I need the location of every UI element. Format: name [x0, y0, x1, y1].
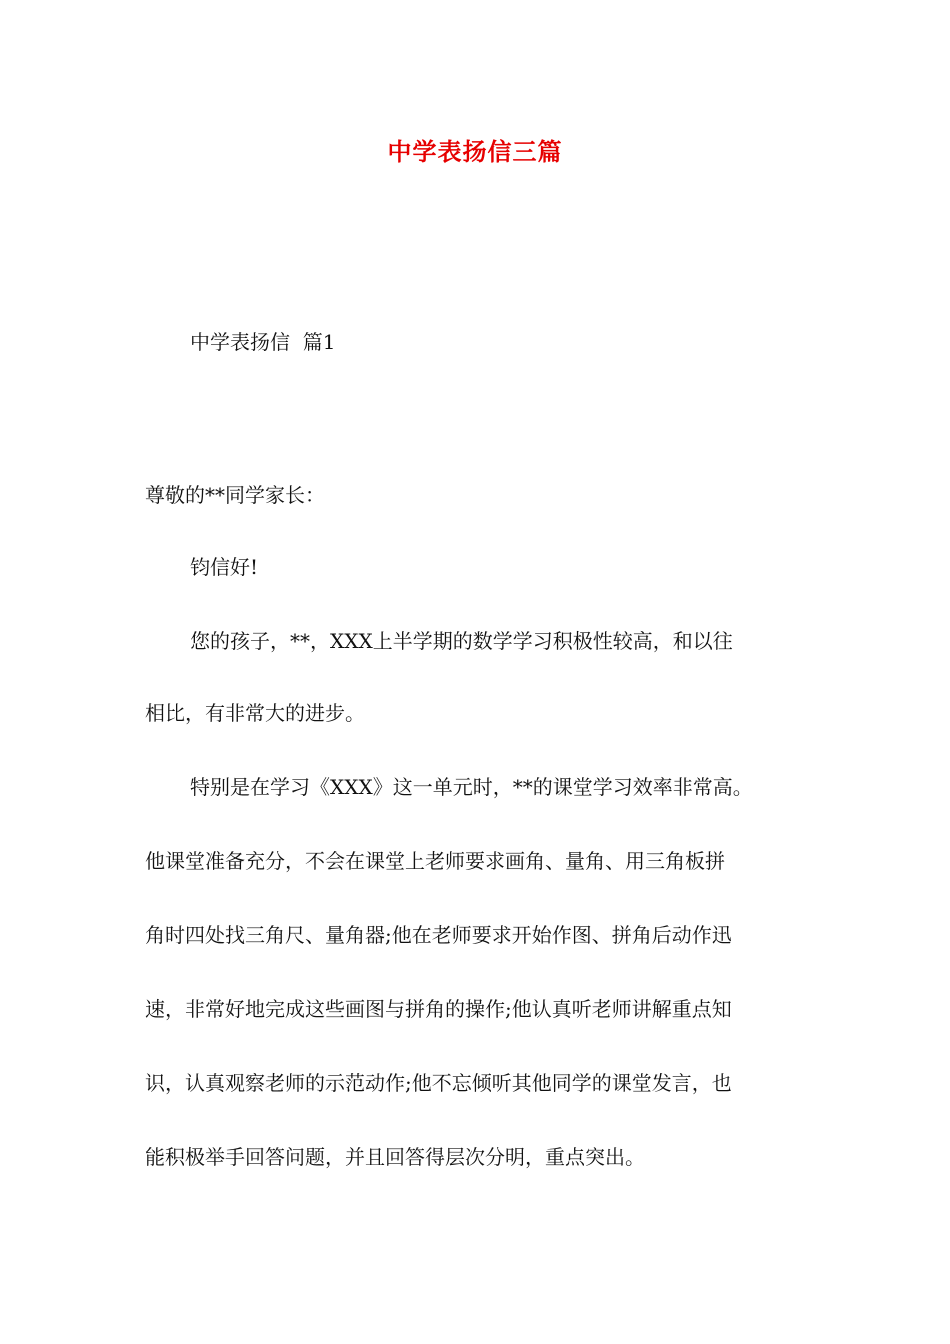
greeting: 钧信好!: [190, 555, 259, 579]
paragraph-2-line-3: 角时四处找三角尺、量角器;他在老师要求开始作图、拼角后动作迅: [145, 923, 732, 947]
document-title: 中学表扬信三篇: [387, 137, 563, 166]
paragraph-1-line-2: 相比，有非常大的进步。: [145, 701, 365, 725]
paragraph-2-line-1: 特别是在学习《XXX》这一单元时，**的课堂学习效率非常高。: [190, 775, 753, 799]
salutation: 尊敬的**同学家长：: [145, 483, 325, 507]
paragraph-1-line-1: 您的孩子，**，XXX上半学期的数学学习积极性较高，和以往: [190, 629, 733, 653]
paragraph-2-line-6: 能积极举手回答问题，并且回答得层次分明，重点突出。: [145, 1145, 645, 1169]
paragraph-2-line-5: 识，认真观察老师的示范动作;他不忘倾听其他同学的课堂发言，也: [145, 1071, 732, 1095]
paragraph-2-line-2: 他课堂准备充分，不会在课堂上老师要求画角、量角、用三角板拼: [145, 849, 725, 873]
paragraph-2-line-4: 速，非常好地完成这些画图与拼角的操作;他认真听老师讲解重点知: [145, 997, 732, 1021]
section-heading: 中学表扬信 篇1: [190, 330, 336, 354]
